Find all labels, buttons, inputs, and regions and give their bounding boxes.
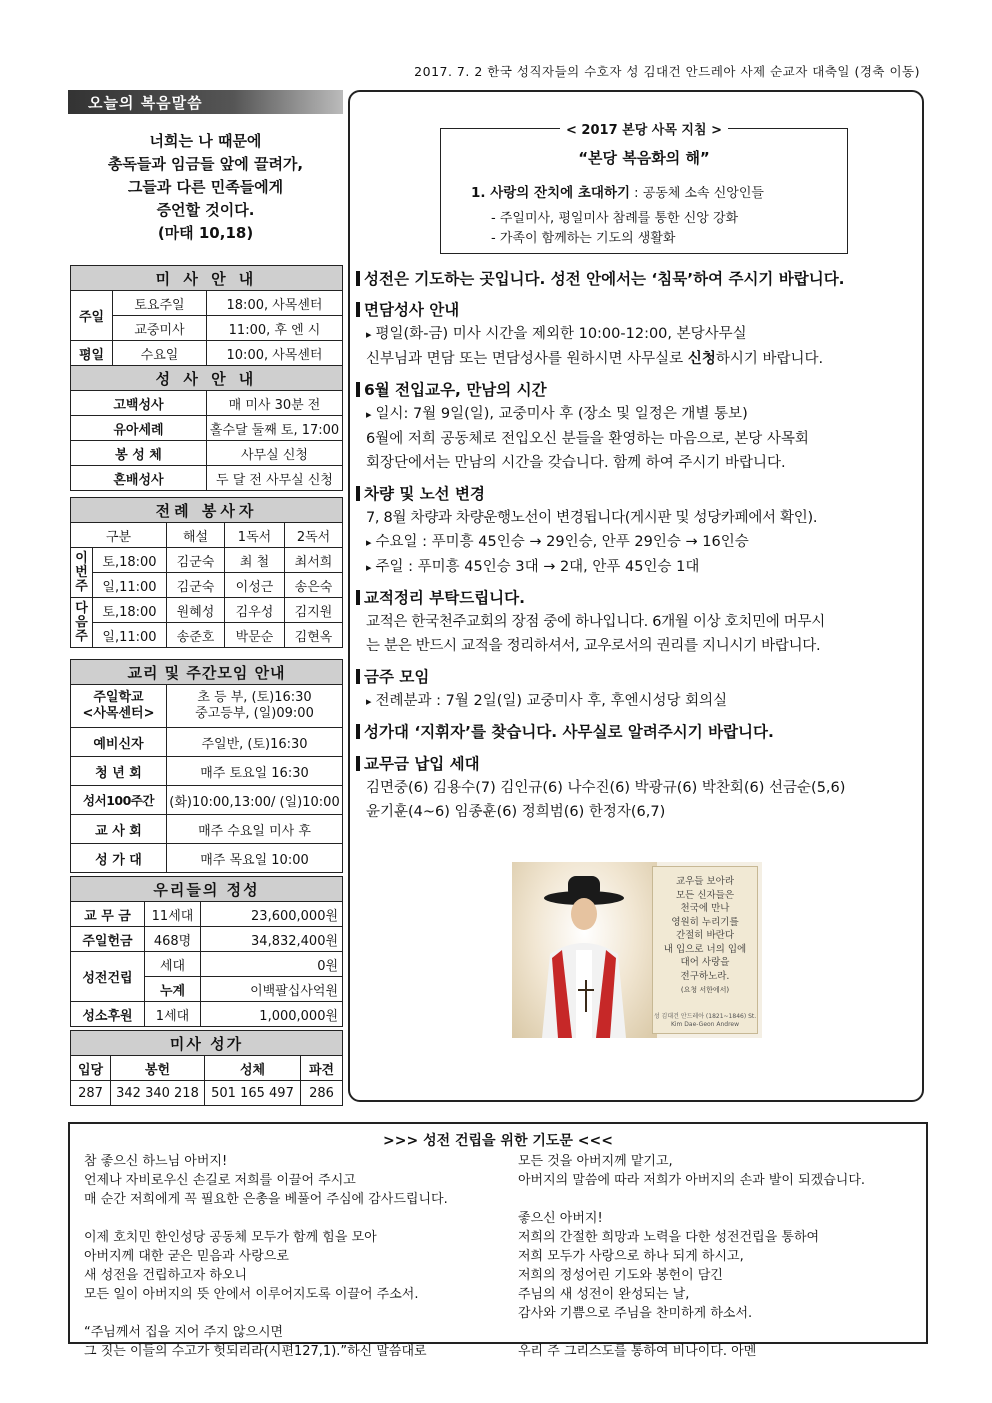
service-time: 일,11:00 bbox=[93, 623, 167, 648]
gospel-line: 총독들과 임금들 앞에 끌려가, bbox=[107, 155, 304, 173]
portrait-caption: 성 김대건 안드레아 (1821~1846) St. Kim Dae-Geon Andrew bbox=[653, 1013, 757, 1028]
section-title: 성 사 안 내 bbox=[71, 366, 343, 391]
policy-title: < 2017 본당 사목 지침 > bbox=[560, 123, 728, 138]
sacrament-name: 고백성사 bbox=[71, 391, 207, 416]
sacrament-name: 혼배성사 bbox=[71, 466, 207, 491]
hymn-header: 봉헌 bbox=[111, 1056, 205, 1081]
week-label: 이번주 bbox=[71, 548, 93, 598]
hymn-header: 파견 bbox=[301, 1056, 343, 1081]
hymns-table bbox=[70, 1030, 343, 1106]
quote-line: 간절히 바란다 bbox=[675, 930, 735, 941]
hymn-number: 287 bbox=[71, 1081, 111, 1106]
saint-quote bbox=[652, 866, 758, 1034]
meeting-name: 교 사 회 bbox=[71, 815, 167, 844]
offering-name: 주일헌금 bbox=[71, 927, 145, 952]
saint-figure-image bbox=[512, 862, 657, 1038]
policy-motto: “본당 복음화의 해” bbox=[578, 149, 710, 167]
gospel-line: 너희는 나 때문에 bbox=[149, 132, 262, 150]
quote-source: (요청 서한에서) bbox=[680, 986, 730, 994]
notice-line: ▸ 평일(화-금) 미사 시간을 제외한 10:00-12:00, 본당사무실 bbox=[356, 322, 916, 347]
hymn-number: 342 340 218 bbox=[111, 1081, 205, 1106]
building-label: 세대 bbox=[145, 952, 201, 977]
col-header: 1독서 bbox=[225, 523, 285, 548]
building-label: 누계 bbox=[145, 977, 201, 1002]
notice-line: ▸ 주일 : 푸미흥 45인승 3대 → 2대, 안푸 45인승 1대 bbox=[356, 555, 916, 580]
notice-heading: 면담성사 안내 bbox=[356, 298, 916, 322]
policy-item-desc: : 공동체 소속 신앙인들 bbox=[630, 186, 764, 201]
section-title: 미사 성가 bbox=[71, 1031, 343, 1056]
mass-name: 수요일 bbox=[113, 341, 207, 366]
mass-name: 토요주일 bbox=[113, 291, 207, 316]
col-header: 구분 bbox=[71, 523, 167, 548]
notice-text: 신부님과 면담 또는 면담성사를 원하시면 사무실로 bbox=[366, 351, 688, 367]
meetings-table bbox=[70, 659, 343, 873]
row-label: 평일 bbox=[71, 341, 113, 366]
reader-1: 최 철 bbox=[225, 548, 285, 573]
pastoral-policy-box bbox=[440, 123, 848, 254]
policy-sub: - 가족이 함께하는 기도의 생활화 bbox=[491, 231, 676, 246]
notice-heading: 교적정리 부탁드립니다. bbox=[356, 586, 916, 610]
service-time: 토,18:00 bbox=[93, 598, 167, 623]
notice-meetings bbox=[356, 665, 916, 714]
sacrament-name: 봉 성 체 bbox=[71, 441, 207, 466]
building-total: 이백팔십사억원 bbox=[201, 977, 343, 1002]
quote-line: 영원히 누리기를 bbox=[671, 916, 739, 928]
notice-line: 김면중(6) 김용수(7) 김인규(6) 나수진(6) 박광규(6) 박찬회(6) 선금순(5,6) bbox=[366, 780, 846, 796]
notice-heading: 성가대 ‘지휘자’를 찾습니다. 사무실로 알려주시기 바랍니다. bbox=[356, 720, 916, 744]
elementary-schedule: 초 등 부, (토)16:30 bbox=[197, 690, 312, 705]
meeting-value: (화)10:00,13:00/ (일)10:00 bbox=[167, 786, 343, 815]
meeting-name bbox=[71, 685, 167, 728]
col-header: 해설 bbox=[167, 523, 225, 548]
notice-line: 7, 8월 차량과 차량운행노선이 변경됩니다(게시판 및 성당카페에서 확인). bbox=[366, 510, 818, 526]
offering-name: 교 무 금 bbox=[71, 902, 145, 927]
week-label: 다음주 bbox=[71, 598, 93, 648]
prayer-right-column: 모든 것을 아버지께 맡기고, 아버지의 말씀에 따라 저희가 아버지의 손과 발이 되겠습니다. 좋으신 아버지! 저희의 간절한 희망과 노력을 다한 성전건립을 통하여 저희 모두가 사랑으로 하나 되게 하시고, 저희의 정성어린 기도와 봉헌이 담긴 주님의 새 성전이 완성되는 날, 감사와 기쁨으로 주님을 찬미하게 하소서. 우리 주 그리스도를 통하여 비나이다. 아멘 bbox=[518, 1154, 866, 1359]
offering-name: 성전건립 bbox=[71, 952, 145, 1002]
sacrament-value: 사무실 신청 bbox=[207, 441, 343, 466]
notice-heading: 교무금 납입 세대 bbox=[356, 752, 916, 776]
notice-line: 6월에 저희 공동체로 전입오신 분들을 환영하는 마음으로, 본당 사목회 bbox=[366, 431, 809, 447]
hymn-header: 입당 bbox=[71, 1056, 111, 1081]
mass-schedule-table bbox=[70, 265, 343, 491]
offering-count: 11세대 bbox=[145, 902, 201, 927]
service-time: 토,18:00 bbox=[93, 548, 167, 573]
sacrament-value: 홀수달 둘째 토, 17:00 bbox=[207, 416, 343, 441]
policy-item: 1. 사랑의 잔치에 초대하기 bbox=[471, 185, 631, 201]
meeting-name: 예비신자 bbox=[71, 728, 167, 757]
reader-1: 김우성 bbox=[225, 598, 285, 623]
meeting-value: 매주 목요일 10:00 bbox=[167, 844, 343, 873]
notice-newcomers bbox=[356, 378, 916, 475]
notice-heading: 성전은 기도하는 곳입니다. 성전 안에서는 ‘침묵’하여 주시기 바랍니다. bbox=[356, 267, 916, 291]
prayer-title: >>> 성전 건립을 위한 기도문 <<< bbox=[383, 1133, 613, 1149]
meeting-name: 성 가 대 bbox=[71, 844, 167, 873]
sacrament-value: 두 달 전 사무실 신청 bbox=[207, 466, 343, 491]
policy-sub: - 주일미사, 평일미사 참례를 통한 신앙 강화 bbox=[491, 211, 739, 226]
meeting-value: 매주 수요일 미사 후 bbox=[167, 815, 343, 844]
notice-emphasis: 신청 bbox=[687, 351, 716, 367]
reader-2: 송은숙 bbox=[285, 573, 343, 598]
offering-amount: 23,600,000원 bbox=[201, 902, 343, 927]
prayer-box bbox=[68, 1122, 928, 1359]
gospel-reference: (마태 10,18) bbox=[157, 224, 254, 242]
notice-heading: 차량 및 노선 변경 bbox=[356, 482, 916, 506]
quote-line: 전구하노라. bbox=[680, 970, 730, 982]
notice-line: 윤기훈(4~6) 임종훈(6) 정희범(6) 한정자(6,7) bbox=[366, 804, 666, 820]
notice-choir bbox=[356, 720, 916, 744]
notice-heading: 6월 전입교우, 만남의 시간 bbox=[356, 378, 916, 402]
prayer-left-column: 참 좋으신 하느님 아버지! 언제나 자비로우신 손길로 저희를 이끌어 주시고 매 순간 저희에게 꼭 필요한 은총을 베풀어 주심에 감사드립니다. 이제 호치민 한인성당 공동체 모두가 함께 힘을 모아 아버지께 대한 굳은 믿음과 사랑으로 새 성전을 건립하고자 하오니 모든 일이 아버지의 뜻 안에서 이루어지도록 이끌어 주소서. “주님께서 집을 지어 주지 않으시면 그 짓는 이들의 수고가 헛되리라(시편127,1).”하신 말씀대로 bbox=[84, 1154, 448, 1359]
offering-count: 1세대 bbox=[145, 1002, 201, 1027]
liturgy-table bbox=[70, 497, 343, 648]
notice-dues bbox=[356, 752, 916, 824]
mass-time: 18:00, 사목센터 bbox=[207, 291, 343, 316]
sacrament-name: 유아세례 bbox=[71, 416, 207, 441]
notice-text: 하시기 바랍니다. bbox=[715, 351, 824, 367]
meeting-value: 매주 토요일 16:30 bbox=[167, 757, 343, 786]
offering-table bbox=[70, 876, 343, 1027]
section-title: 우리들의 정성 bbox=[71, 877, 343, 902]
mass-name: 교중미사 bbox=[113, 316, 207, 341]
offering-count: 468명 bbox=[145, 927, 201, 952]
notice-line: ▸ 전례분과 : 7월 2일(일) 교중미사 후, 후엔시성당 회의실 bbox=[356, 689, 916, 714]
section-title: 전례 봉사자 bbox=[71, 498, 343, 523]
notice-heading: 금주 모임 bbox=[356, 665, 916, 689]
offering-amount: 34,832,400원 bbox=[201, 927, 343, 952]
notice-line: 교적은 한국천주교회의 장점 중에 하나입니다. 6개월 이상 호치민에 머무시 bbox=[366, 614, 825, 630]
hymn-number: 501 165 497 bbox=[205, 1081, 301, 1106]
hymn-header: 성체 bbox=[205, 1056, 301, 1081]
reader-2: 김현옥 bbox=[285, 623, 343, 648]
notice-line: ▸ 수요일 : 푸미흥 45인승 → 29인승, 안푸 29인승 → 16인승 bbox=[356, 530, 916, 555]
commentator: 송준호 bbox=[167, 623, 225, 648]
saint-portrait bbox=[512, 862, 762, 1038]
quote-line: 모든 신자들은 bbox=[675, 889, 735, 901]
reader-2: 최서희 bbox=[285, 548, 343, 573]
notice-line: 는 분은 반드시 교적을 정리하셔서, 교우로서의 권리를 지니시기 바랍니다. bbox=[366, 638, 821, 654]
sacrament-value: 매 미사 30분 전 bbox=[207, 391, 343, 416]
notice-silence bbox=[356, 267, 916, 291]
offering-amount: 1,000,000원 bbox=[201, 1002, 343, 1027]
gospel-line: 증언할 것이다. bbox=[156, 201, 255, 219]
meeting-value: 주일반, (토)16:30 bbox=[167, 728, 343, 757]
meeting-name: 청 년 회 bbox=[71, 757, 167, 786]
secondary-schedule: 중고등부, (일)09:00 bbox=[195, 706, 314, 721]
notice-registry bbox=[356, 586, 916, 658]
notice-line bbox=[356, 347, 916, 371]
commentator: 김군숙 bbox=[167, 573, 225, 598]
col-header: 2독서 bbox=[285, 523, 343, 548]
bulletin-header: 2017. 7. 2 한국 성직자들의 수호자 성 김대건 안드레아 사제 순교자 대축일 (경축 이동) bbox=[414, 64, 920, 79]
quote-line: 내 입으로 너의 입에 bbox=[663, 943, 747, 955]
gospel-tab-label: 오늘의 복음말씀 bbox=[88, 94, 203, 112]
gospel-line: 그들과 다른 민족들에게 bbox=[127, 178, 284, 196]
gospel-verse bbox=[68, 130, 343, 245]
quote-line: 천국에 만나 bbox=[680, 903, 730, 914]
hymn-number: 286 bbox=[301, 1081, 343, 1106]
sunday-school-name: 주일학교 bbox=[93, 690, 144, 705]
quote-line: 교우들 보아라 bbox=[675, 876, 735, 887]
service-time: 일,11:00 bbox=[93, 573, 167, 598]
offering-name: 성소후원 bbox=[71, 1002, 145, 1027]
notice-counseling bbox=[356, 298, 916, 371]
gospel-tab bbox=[68, 90, 343, 114]
section-title: 교리 및 주간모임 안내 bbox=[71, 660, 343, 685]
reader-1: 박문순 bbox=[225, 623, 285, 648]
row-label: 주일 bbox=[71, 291, 113, 341]
building-amount: 0원 bbox=[201, 952, 343, 977]
notice-line: ▸ 일시: 7월 9일(일), 교중미사 후 (장소 및 일정은 개별 통보) bbox=[356, 402, 916, 427]
section-title: 미 사 안 내 bbox=[71, 266, 343, 291]
mass-time: 10:00, 사목센터 bbox=[207, 341, 343, 366]
commentator: 김군숙 bbox=[167, 548, 225, 573]
meeting-name: 성서100주간 bbox=[71, 786, 167, 815]
notice-shuttle bbox=[356, 482, 916, 580]
notice-line: 회장단에서는 만남의 시간을 갖습니다. 함께 하여 주시기 바랍니다. bbox=[366, 455, 786, 471]
reader-2: 김지원 bbox=[285, 598, 343, 623]
meeting-value bbox=[167, 685, 343, 728]
quote-line: 대어 사랑을 bbox=[680, 957, 730, 968]
mass-time: 11:00, 후 엔 시 bbox=[207, 316, 343, 341]
sunday-school-location: <사목센터> bbox=[82, 706, 155, 721]
commentator: 원혜성 bbox=[167, 598, 225, 623]
reader-1: 이성근 bbox=[225, 573, 285, 598]
